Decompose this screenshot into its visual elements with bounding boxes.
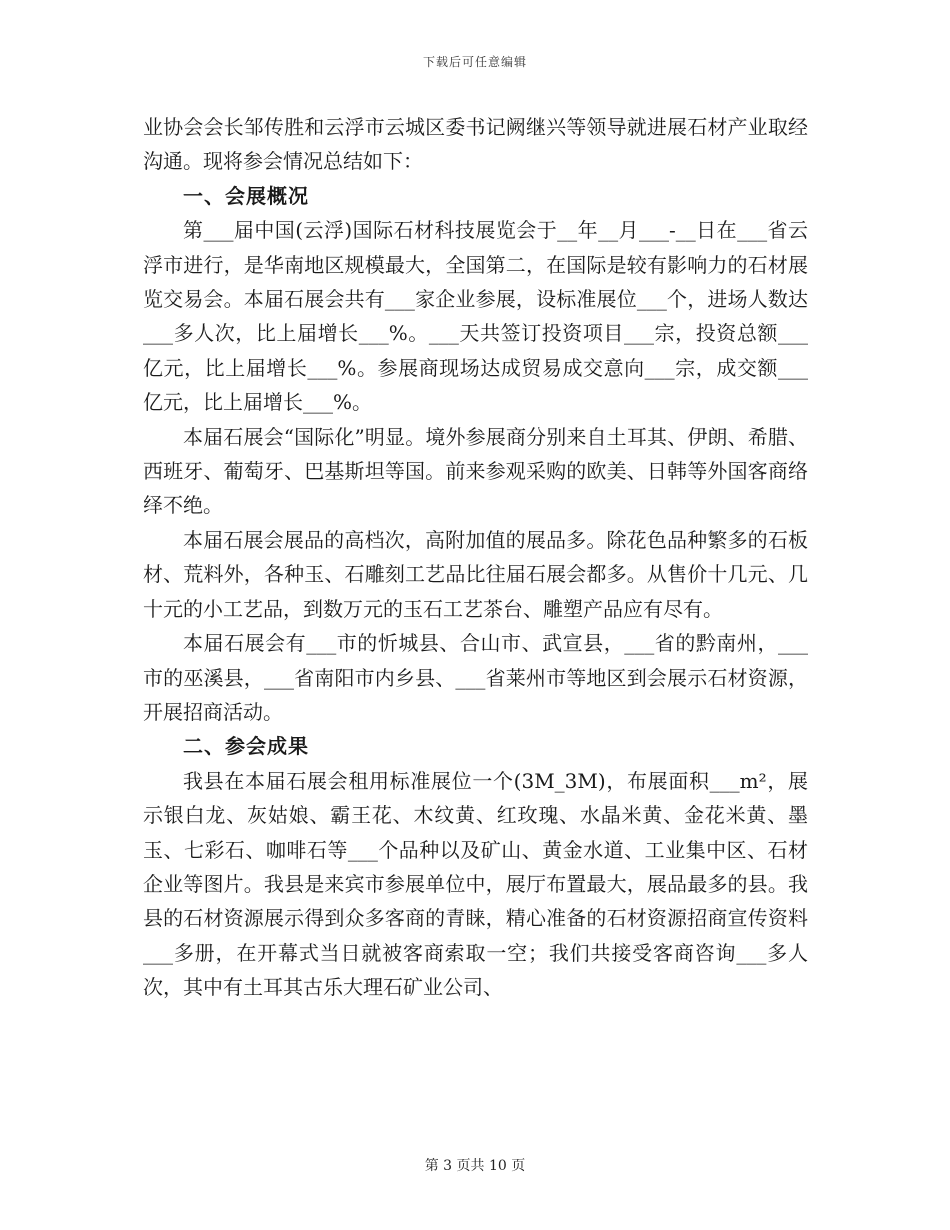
- section-heading-overview: 一、会展概况: [183, 183, 309, 208]
- paragraph-overview: 第___届中国(云浮)国际石材科技展览会于__年__月___-__日在___省云浮市进行，是华南地区规模最大，全国第二，在国际是较有影响力的石材展览交易会。本届石展会共有___家企业参展，设标准展位___个，进场人数达___多人次，比上届增长___%。___天共签订投资项目___宗，投资总额___亿元，比上届增长___%。参展商现场达成贸易成交意向___宗，成交额___亿元，比上届增长___%。: [143, 218, 808, 415]
- page-footer: 第 3 页共 10 页: [424, 1158, 526, 1174]
- paragraph-international: 本届石展会“国际化”明显。境外参展商分别来自土耳其、伊朗、希腊、西班牙、葡萄牙、巴基斯坦等国。前来参观采购的欧美、日韩等外国客商络绎不绝。: [143, 424, 808, 518]
- paragraph-intro: 业协会会长邹传胜和云浮市云城区委书记阙继兴等领导就进展石材产业取经沟通。现将参会情况总结如下：: [143, 115, 808, 174]
- paragraph-results: 我县在本届石展会租用标准展位一个(3M_3M)，布展面积___m²，展示银白龙、灰姑娘、霸王花、木纹黄、红玫瑰、水晶米黄、金花米黄、墨玉、七彩石、咖啡石等___个品种以及矿山、黄金水道、工业集中区、石材企业等图片。我县是来宾市参展单位中，展厅布置最大，展品最多的县。我县的石材资源展示得到众多客商的青睐，精心准备的石材资源招商宣传资料___多册，在开幕式当日就被客商索取一空；我们共接受客商咨询___多人次，其中有土耳其古乐大理石矿业公司、: [143, 768, 808, 1000]
- paragraph-regions: 本届石展会有___市的忻城县、合山市、武宣县，___省的黔南州，___市的巫溪县，___省南阳市内乡县、___省莱州市等地区到会展示石材资源，开展招商活动。: [143, 631, 808, 724]
- paragraph-exhibits: 本届石展会展品的高档次，高附加值的展品多。除花色品种繁多的石板材、荒料外，各种玉、石雕刻工艺品比往届石展会都多。从售价十几元、几十元的小工艺品，到数万元的玉石工艺茶台、雕塑产品应有尽有。: [143, 527, 808, 621]
- page-header: 下载后可任意编辑: [422, 55, 527, 69]
- document-body: [143, 110, 808, 1005]
- section-heading-results: 二、参会成果: [183, 734, 309, 759]
